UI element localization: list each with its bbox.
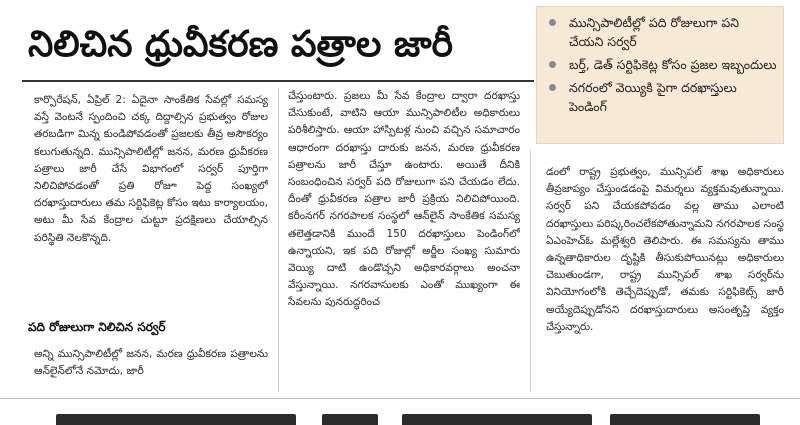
column-2-text: చేస్తుంటారు. ప్రజలు మీ సేవ కేంద్రాల ద్వారా దరఖాస్తు చేసుకుంటే, వాటిని ఆయా మున్సిపాలిటీల అధికారులు పరిశీలిస్తారు. ఆయా హాస్పిటళ్ల నుంచి వచ్చిన సమాచారం ఆధారంగా దరఖాస్తు దారుకు జనన, మరణ ధ్రువీకరణ పత్రాలను జారీ చేస్తూ ఉంటారు. అయితే దీనికి సంబంధించిన సర్వర్ పది రోజులుగా పని చేయడం లేదు. దీంతో ధ్రువీకరణ పత్రాల జారీ ప్రక్రియ నిలిచిపోయింది. కరీంనగర్ నగరపాలక సంస్థలో ఆన్‌లైన్ సాంకేతిక సమస్య తలెత్తడానికి ముందే 150 దరఖాస్తులు పెండింగ్‌లో ఉన్నాయని, ఇక పది రోజుల్లో అర్జీల సంఖ్య సుమారు వెయ్యి దాటి ఉండొచ్చని అధికారవర్గాలు అంచనా వేస్తున్నాయి. నగరవాసులకు ఎంతో ముఖ్యంగా ఈ సేవలను పునరుద్ధరించ [288, 90, 520, 309]
article-column-1-continued [34, 346, 268, 390]
highlight-text: బర్త్, డెత్ సర్టిఫికెట్ల కోసం ప్రజల ఇబ్బందులు [569, 57, 777, 72]
article-subheading: పది రోజులుగా నిలిచిన సర్వర్ [28, 320, 166, 334]
highlight-text: నగరంలో వెయ్యికి పైగా దరఖాస్తులు పెండింగ్ [569, 80, 737, 114]
highlights-box [536, 6, 784, 144]
highlight-item [549, 78, 777, 116]
article-column-1 [34, 92, 268, 297]
bullet-icon [549, 61, 556, 68]
page-divider [0, 398, 800, 399]
article-headline: నిలిచిన ధ్రువీకరణ పత్రాల జారీ [28, 24, 453, 65]
cropped-text-fragment [402, 414, 592, 425]
highlight-item [549, 13, 777, 51]
cropped-text-fragment [56, 414, 296, 425]
next-article-headline-cropped [0, 406, 800, 425]
cropped-text-fragment [322, 414, 378, 425]
bullet-icon [549, 84, 556, 91]
column-1b-text: అన్ని మున్సిపాలిటీల్లో జనన, మరణ ధ్రువీకరణ పత్రాలను ఆన్‌లైన్‌లోనే నమోదు, జారీ [34, 348, 268, 378]
column-divider [278, 88, 279, 392]
highlight-item [549, 55, 777, 74]
column-3-text: డంలో రాష్ట్ర ప్రభుత్వం, మున్సిపల్ శాఖ అధికారులు తీవ్రజాప్యం చేస్తుండడంపై విమర్శలు వ్యక్తమవుతున్నాయి. సర్వర్ పని చేయకపోవడం వల్ల తాము ఎలాంటి దరఖాస్తులు పరిష్కరించలేకపోతున్నామని నగరపాలక సంస్థ ఏఎంహెచ్‌ఓ మల్లేశ్వరి తెలిపారు. ఈ సమస్యను తాము ఉన్నతాధికారుల దృష్టికి తీసుకుపోయినట్లు అధికారులు చెబుతుండగా, రాష్ట్ర మున్సిపల్ శాఖ సర్వర్‌ను వినియోగంలోకి తెచ్చేదెప్పుడో, తమకు సర్టిఫికెట్స్ జారీ అయ్యేదెప్పుడోనని దరఖాస్తుదారులు అసంతృప్తి వ్యక్తం చేస్తున్నారు. [546, 166, 784, 333]
column-1-text: కార్పొరేషన్, ఏప్రిల్ 2: ఏదైనా సాంకేతిక సేవల్లో సమస్య వస్తే వెంటనే స్పందించి చక్క దిద్దాల్సిన ప్రభుత్వం రోజుల తరబడిగా మిన్న కుండిపోవడంతో ప్రజలకు తీవ్ర అసౌకర్యం కలుగుతున్నది. మున్సిపాలిటీల్లో జనన, మరణ ధ్రువీకరణ పత్రాలు జారీ చేసే విభాగంలో సర్వర్ పూర్తిగా నిలిచిపోవడంతో ప్రతి రోజూ పెద్ద సంఖ్యలో దరఖాస్తుదారులు తమ సర్టిఫికెట్ల కోసం ఇటు కార్యాలయం, అటు మీ సేవ కేంద్రాల చుట్టూ ప్రదక్షిణలు చేయాల్సిన పరిస్థితి నెలకొన్నది. [34, 94, 268, 244]
article-column-3 [546, 164, 784, 392]
highlight-text: మున్సిపాలిటీల్లో పది రోజులుగా పని చేయని సర్వర్ [569, 15, 740, 49]
headline-divider [22, 80, 534, 82]
bullet-icon [549, 19, 556, 26]
article-column-2 [288, 88, 520, 392]
cropped-text-fragment [610, 414, 760, 425]
column-divider [530, 150, 531, 392]
